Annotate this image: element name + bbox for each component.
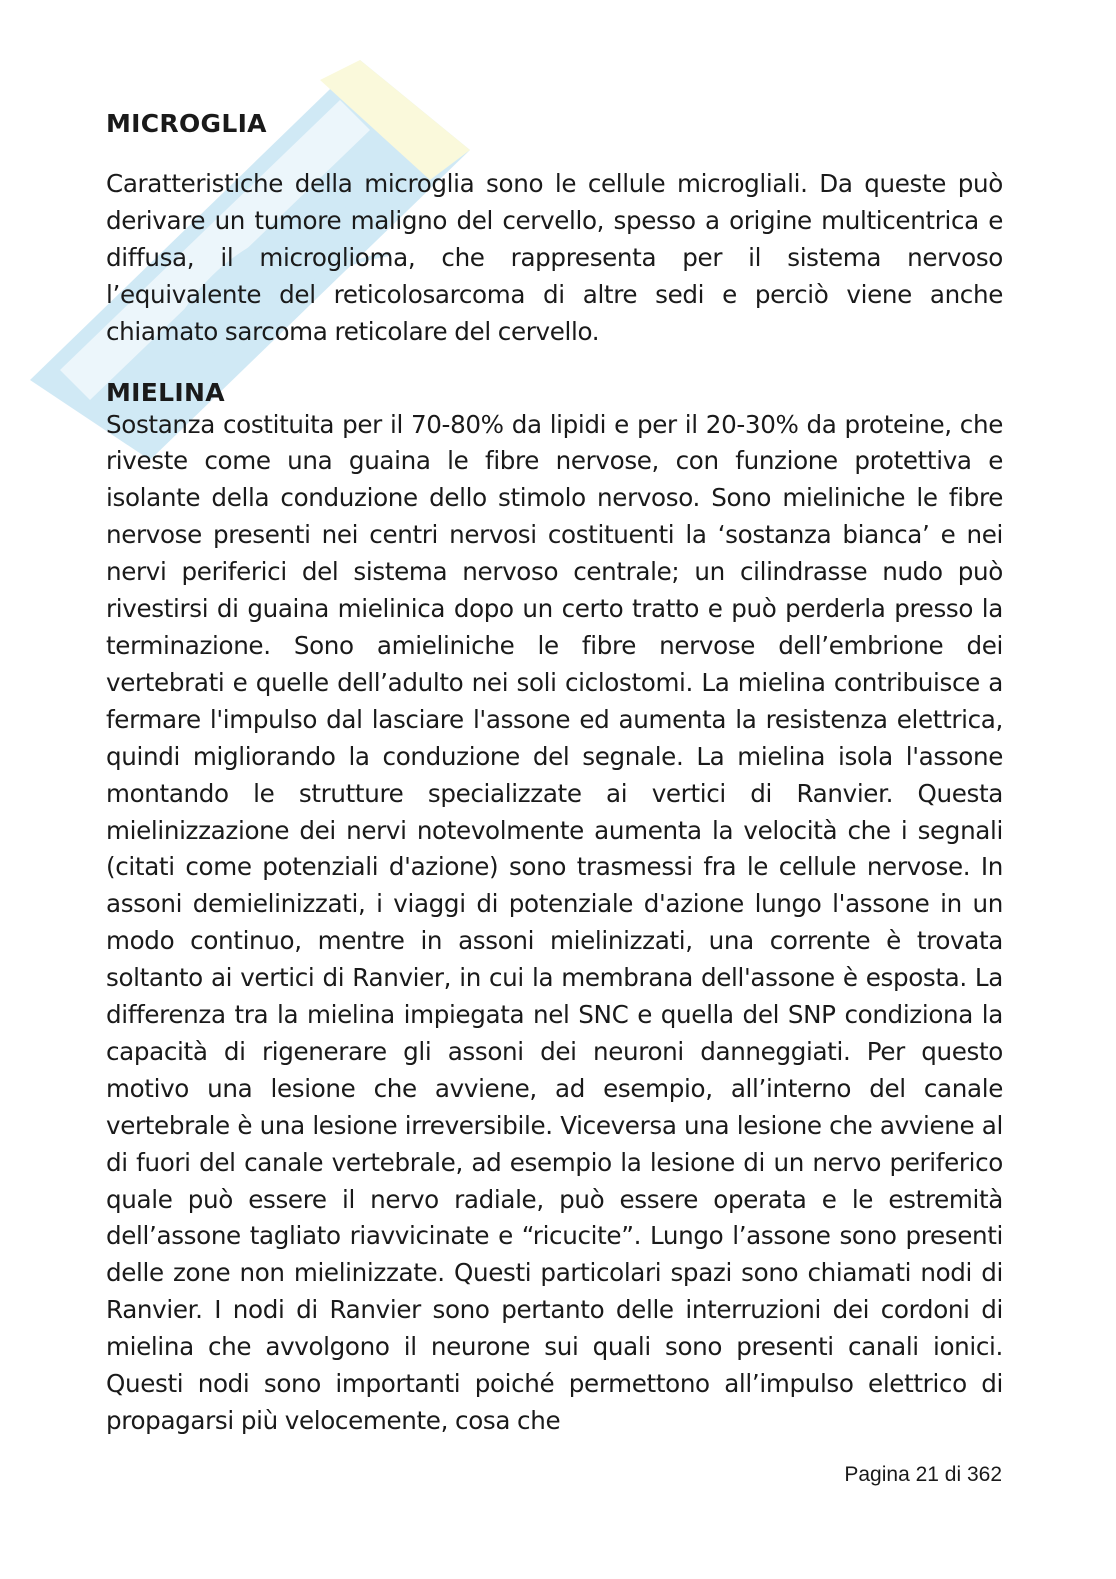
page-number: Pagina 21 di 362 <box>844 1463 1002 1486</box>
document-page <box>106 104 1003 1440</box>
section-title-microglia: MICROGLIA <box>106 109 267 138</box>
section-paragraph-mielina: Sostanza costituita per il 70-80% da lipidi e per il 20-30% da proteine, che riveste come una guaina le fibre nervose, con funzione protettiva e isolante della conduzione dello stimolo nervoso. Sono mieliniche le fibre nervose presenti nei centri nervosi costituenti la ‘sostanza bianca’ e nei nervi periferici del sistema nervoso centrale; un cilindrasse nudo può rivestirsi di guaina mielinica dopo un certo tratto e può perderla presso la terminazione. Sono amieliniche le fibre nervose dell’embrione dei vertebrati e quelle dell’adulto nei soli ciclostomi. La mielina contribuisce a fermare l'impulso dal lasciare l'assone ed aumenta la resistenza elettrica, quindi migliorando la conduzione del segnale. La mielina isola l'assone montando le strutture specializzate ai vertici di Ranvier. Questa mielinizzazione dei nervi notevolmente aumenta la velocità che i segnali (citati come potenziali d'azione) sono trasmessi fra le cellule nervose. In assoni demielinizzati, i viaggi di potenziale d'azione lungo l'assone in un modo continuo, mentre in assoni mielinizzati, una corrente è trovata soltanto ai vertici di Ranvier, in cui la membrana dell'assone è esposta. La differenza tra la mielina impiegata nel SNC e quella del SNP condiziona la capacità di rigenerare gli assoni dei neuroni danneggiati. Per questo motivo una lesione che avviene, ad esempio, all’interno del canale vertebrale è una lesione irreversibile. Viceversa una lesione che avviene al di fuori del canale vertebrale, ad esempio la lesione di un nervo periferico quale può essere il nervo radiale, può essere operata e le estremità dell’assone tagliato riavvicinate e “ricucite”. Lungo l’assone sono presenti delle zone non mielinizzate. Questi particolari spazi sono chiamati nodi di Ranvier. I nodi di Ranvier sono pertanto delle interruzioni dei cordoni di mielina che avvolgono il neurone sui quali sono presenti canali ionici. Questi nodi sono importanti poiché permettono all’impulso elettrico di propagarsi più velocemente, cosa che <box>106 409 1003 1435</box>
section-paragraph-microglia: Caratteristiche della microglia sono le cellule microgliali. Da queste può derivare un tumore maligno del cervello, spesso a origine multicentrica e diffusa, il microglioma, che rappresenta per il sistema nervoso l’equivalente del reticolosarcoma di altre sedi e perciò viene anche chiamato sarcoma reticolare del cervello. <box>106 169 1003 346</box>
section-title-mielina: MIELINA <box>106 377 225 407</box>
